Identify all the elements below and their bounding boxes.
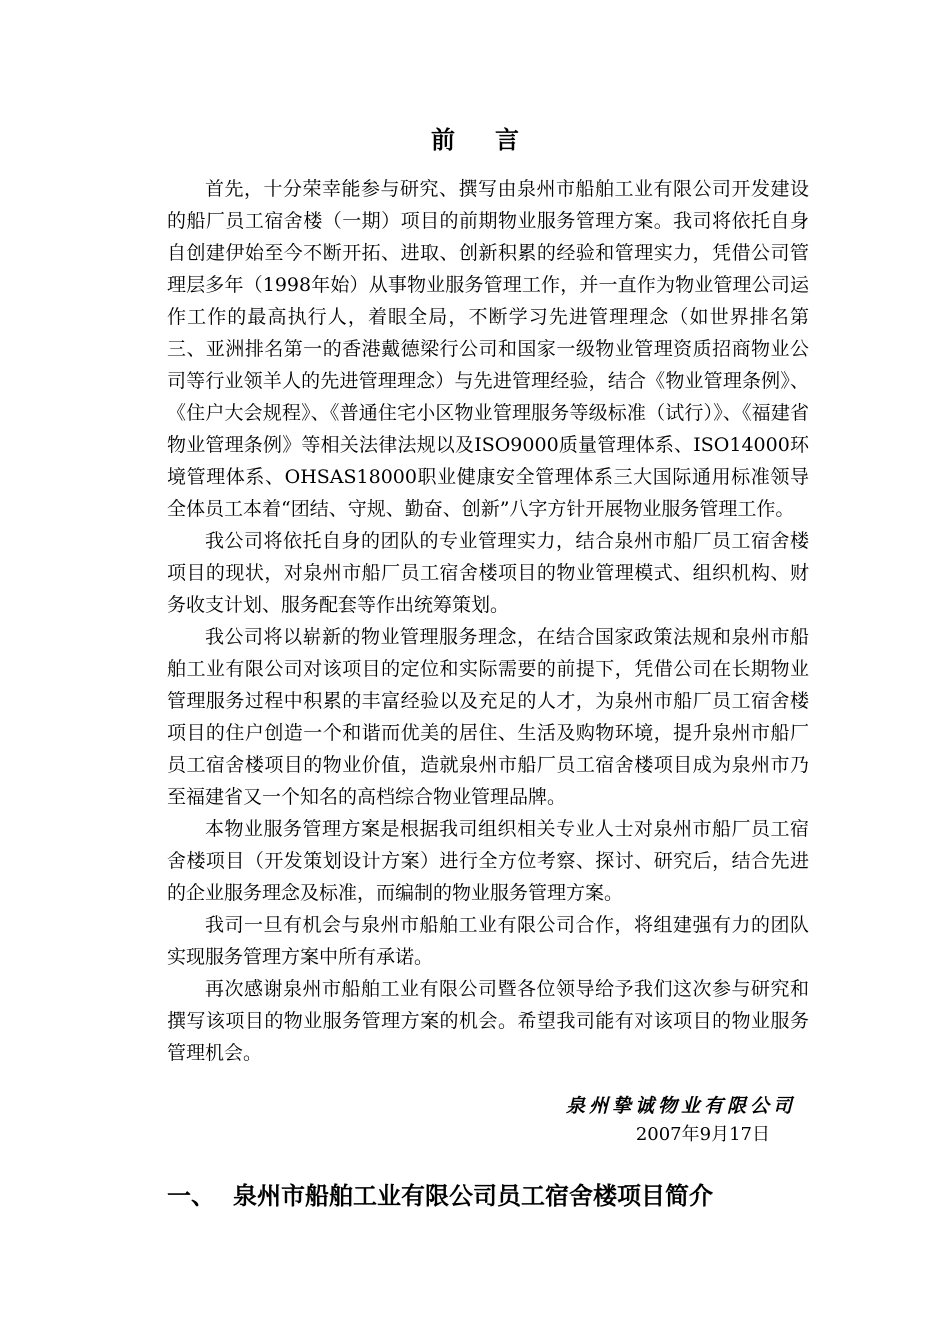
company-signature: 泉州挚诚物业有限公司 <box>565 1095 796 1117</box>
section-title: 泉州市船舶工业有限公司员工宿舍楼项目简介 <box>233 1182 713 1210</box>
paragraph: 我公司将依托自身的团队的专业管理实力，结合泉州市船厂员工宿舍楼项目的现状，对泉州市船厂员工宿舍楼项目的物业管理模式、组织机构、财务收支计划、服务配套等作出统筹策划。 <box>167 530 809 616</box>
section-heading <box>167 1178 867 1214</box>
paragraph: 再次感谢泉州市船舶工业有限公司暨各位领导给予我们这次参与研究和撰写该项目的物业服务管理方案的机会。希望我司能有对该项目的物业服务管理机会。 <box>167 978 809 1064</box>
paragraph: 我公司将以崭新的物业管理服务理念，在结合国家政策法规和泉州市船舶工业有限公司对该项目的定位和实际需要的前提下，凭借公司在长期物业管理服务过程中积累的丰富经验以及充足的人才，为泉州市船厂员工宿舍楼项目的住户创造一个和谐而优美的居住、生活及购物环境，提升泉州市船厂员工宿舍楼项目的物业价值，造就泉州市船厂员工宿舍楼项目成为泉州市乃至福建省又一个知名的高档综合物业管理品牌。 <box>167 626 809 808</box>
page-title: 前言 <box>431 125 559 154</box>
paragraph: 本物业服务管理方案是根据我司组织相关专业人士对泉州市船厂员工宿舍楼项目（开发策划设计方案）进行全方位考察、探讨、研究后，结合先进的企业服务理念及标准，而编制的物业服务管理方案。 <box>167 818 809 904</box>
paragraph: 我司一旦有机会与泉州市船舶工业有限公司合作，将组建强有力的团队实现服务管理方案中所有承诺。 <box>167 914 809 968</box>
signature-date: 2007年9月17日 <box>635 1124 770 1145</box>
section-number: 一、 <box>167 1182 215 1210</box>
preface-body <box>167 173 809 1069</box>
paragraph: 首先，十分荣幸能参与研究、撰写由泉州市船舶工业有限公司开发建设的船厂员工宿舍楼（一期）项目的前期物业服务管理方案。我司将依托自身自创建伊始至今不断开拓、进取、创新积累的经验和管理实力，凭借公司管理层多年（1998年始）从事物业服务管理工作，并一直作为物业管理公司运作工作的最高执行人，着眼全局，不断学习先进管理理念（如世界排名第三、亚洲排名第一的香港戴德梁行公司和国家一级物业管理资质招商物业公司等行业领羊人的先进管理理念）与先进管理经验，结合《物业管理条例》、《住户大会规程》、《普通住宅小区物业管理服务等级标准（试行）》、《福建省物业管理条例》等相关法律法规以及ISO9000质量管理体系、ISO14000环境管理体系、OHSAS18000职业健康安全管理体系三大国际通用标准领导全体员工本着“团结、守规、勤奋、创新”八字方针开展物业服务管理工作。 <box>167 178 809 520</box>
